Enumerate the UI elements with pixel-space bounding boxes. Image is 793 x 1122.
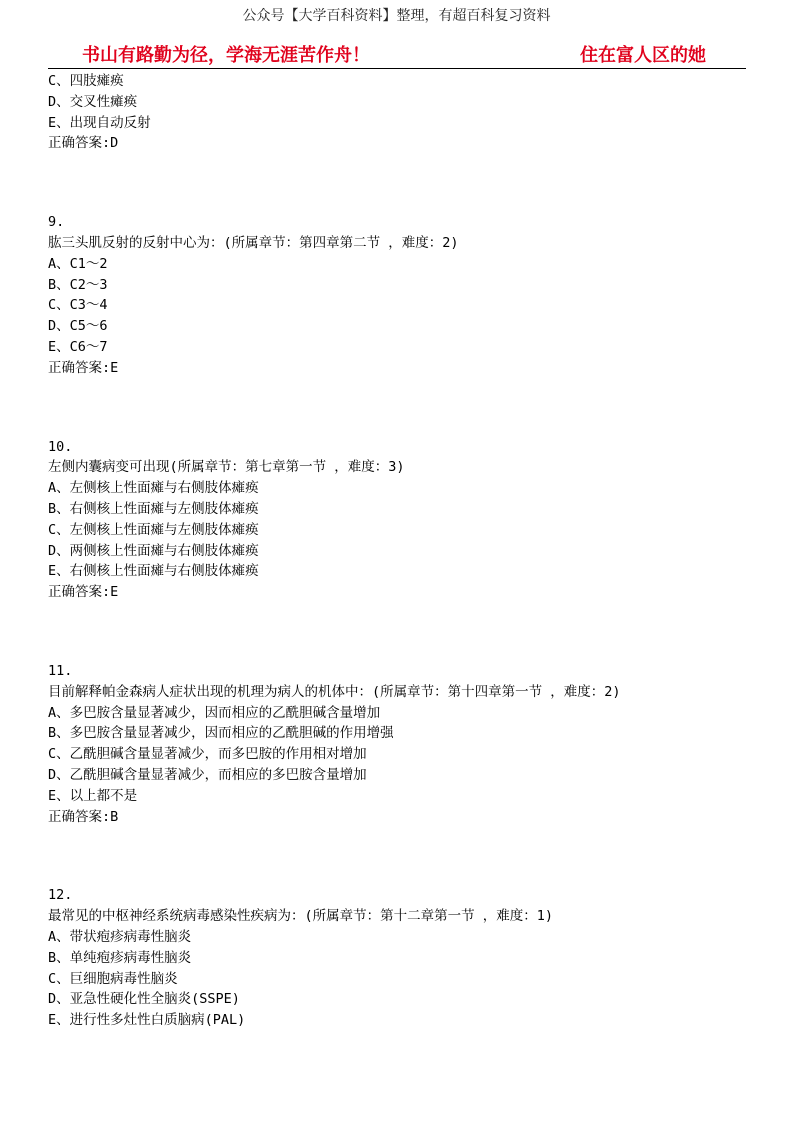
question-10 [48,437,748,603]
option-e: E、进行性多灶性白质脑病(PAL) [48,1012,246,1029]
option-e: E、右侧核上性面瘫与右侧肢体瘫痪 [48,563,259,580]
option-b: B、多巴胺含量显著减少，因而相应的乙酰胆碱的作用增强 [48,725,394,742]
question-number: 9. [48,214,65,231]
question-number: 11. [48,662,73,679]
option-a: A、C1～2 [48,255,108,272]
option-a: A、多巴胺含量显著减少，因而相应的乙酰胆碱含量增加 [48,704,381,721]
option-e: E、C6～7 [48,338,108,355]
option-d: D、交叉性瘫痪 [48,93,138,110]
question-12 [48,885,748,1031]
option-d: D、C5～6 [48,318,108,335]
question-11 [48,661,748,827]
option-c: C、C3～4 [48,297,108,314]
slogan-left: 书山有路勤为径，学海无涯苦作舟！ [82,45,370,66]
option-b: B、单纯疱疹病毒性脑炎 [48,949,192,966]
answer-line: 正确答案:D [48,135,119,152]
option-d: D、亚急性硬化性全脑炎(SSPE) [48,991,240,1008]
partial-question [48,71,748,154]
answer-line: 正确答案:E [48,359,119,376]
option-d: D、两侧核上性面瘫与右侧肢体瘫痪 [48,542,259,559]
header-divider [48,68,746,69]
question-content [48,71,748,1031]
question-stem: 左侧内囊病变可出现(所属章节：第七章第一节 ，难度：3) [48,459,405,476]
option-b: B、C2～3 [48,276,108,293]
option-e: E、以上都不是 [48,787,138,804]
option-d: D、乙酰胆碱含量显著减少，而相应的多巴胺含量增加 [48,766,367,783]
question-stem: 目前解释帕金森病人症状出现的机理为病人的机体中：(所属章节：第十四章第一节 ，难度：2) [48,683,621,700]
question-number: 10. [48,438,73,455]
option-a: A、带状疱疹病毒性脑炎 [48,928,192,945]
option-c: C、四肢瘫痪 [48,73,124,89]
option-a: A、左侧核上性面瘫与右侧肢体瘫痪 [48,480,259,497]
option-e: E、出现自动反射 [48,114,151,131]
source-note: 公众号【大学百科资料】整理，有超百科复习资料 [242,8,551,24]
question-number: 12. [48,887,73,904]
slogan-right: 住在富人区的她 [580,45,706,66]
question-stem: 最常见的中枢神经系统病毒感染性疾病为：(所属章节：第十二章第一节 ，难度：1) [48,908,554,925]
answer-line: 正确答案:B [48,808,119,825]
question-9 [48,212,748,378]
option-b: B、右侧核上性面瘫与左侧肢体瘫痪 [48,500,259,517]
option-c: C、巨细胞病毒性脑炎 [48,970,178,987]
option-c: C、左侧核上性面瘫与左侧肢体瘫痪 [48,521,259,538]
question-stem: 肱三头肌反射的反射中心为：(所属章节：第四章第二节 ，难度：2) [48,234,459,251]
option-c: C、乙酰胆碱含量显著减少，而多巴胺的作用相对增加 [48,746,367,763]
answer-line: 正确答案:E [48,584,119,601]
